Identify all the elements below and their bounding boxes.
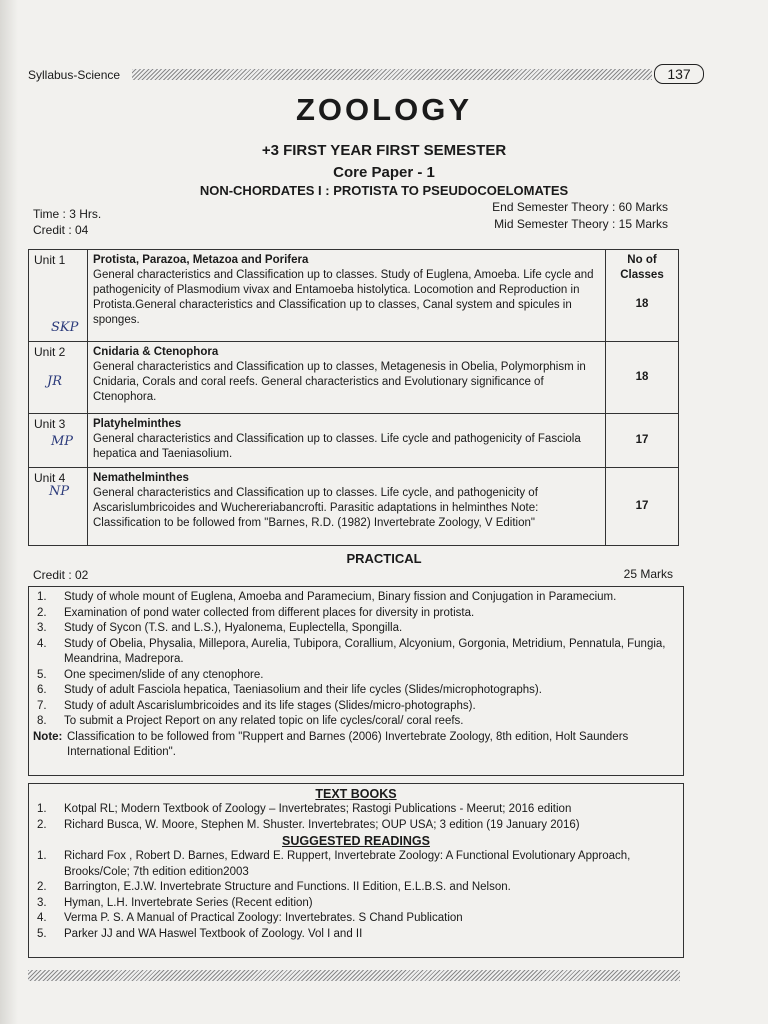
suggested-readings-heading: SUGGESTED READINGS bbox=[282, 834, 430, 848]
table-row bbox=[29, 250, 679, 342]
unit-content-cell bbox=[88, 342, 606, 414]
list-item bbox=[33, 683, 679, 699]
note-item bbox=[33, 730, 679, 761]
item-number: 3. bbox=[37, 622, 47, 634]
item-text: Kotpal RL; Modern Textbook of Zoology – Invertebrates; Rastogi Publications - Meerut; 2016 edition bbox=[64, 803, 572, 815]
list-item bbox=[33, 896, 679, 912]
unit-content-cell bbox=[88, 414, 606, 468]
item-number: 2. bbox=[37, 818, 47, 831]
item-text: Study of whole mount of Euglena, Amoeba and Paramecium, Binary fission and Conjugation in Paramecium. bbox=[64, 591, 617, 603]
item-number: 6. bbox=[37, 684, 47, 696]
item-number: 1. bbox=[37, 803, 47, 815]
list-item bbox=[33, 714, 679, 730]
item-number: 5. bbox=[37, 927, 47, 940]
unit-label: Unit 1 bbox=[34, 253, 66, 267]
item-text: Hyman, L.H. Invertebrate Series (Recent edition) bbox=[64, 896, 313, 909]
item-number: 3. bbox=[37, 896, 47, 909]
units-table bbox=[28, 249, 679, 546]
unit-content-cell bbox=[88, 468, 606, 546]
table-row bbox=[29, 414, 679, 468]
table-row bbox=[29, 468, 679, 546]
unit-body: General characteristics and Classification up to classes. Life cycle and pathogenicity of Fasciola hepatica and Taeniasolium. bbox=[93, 433, 581, 460]
time-label: Time : 3 Hrs. bbox=[33, 207, 102, 221]
list-item bbox=[33, 668, 679, 684]
item-text: Richard Busca, W. Moore, Stephen M. Shuster. Invertebrates; OUP USA; 3 edition (19 January 2016) bbox=[64, 818, 580, 831]
item-number: 2. bbox=[37, 881, 47, 893]
credit-label: Credit : 04 bbox=[33, 223, 89, 237]
practical-heading: PRACTICAL bbox=[346, 551, 422, 566]
list-item bbox=[33, 637, 679, 668]
unit-label-cell bbox=[29, 468, 88, 546]
item-text: Richard Fox , Robert D. Barnes, Edward E. Ruppert, Invertebrate Zoology: A Functional Evolutionary Approach, Brooks/Cole; 7th edition edition2003 bbox=[64, 850, 631, 878]
list-item bbox=[33, 621, 679, 637]
classes-cell bbox=[606, 250, 679, 342]
mid-semester-marks: Mid Semester Theory : 15 Marks bbox=[494, 217, 668, 231]
paper-title: NON-CHORDATES I : PROTISTA TO PSEUDOCOELOMATES bbox=[199, 183, 569, 198]
item-text: Classification to be followed from "Ruppert and Barnes (2006) Invertebrate Zoology, 8th edition, Holt Saunders International Edition". bbox=[67, 730, 629, 758]
unit-body: General characteristics and Classification up to classes. Study of Euglena, Amoeba. Life cycle and pathogenicity of Plasmodium vivax and Entamoeba histolytica. Locomotion and Reproduction in Protista.General characteristics and Classification up to classes, Canal system and spicules in sponges. bbox=[93, 269, 594, 326]
item-number: 4. bbox=[37, 637, 47, 650]
semester-heading: +3 FIRST YEAR FIRST SEMESTER bbox=[261, 142, 507, 159]
item-number: 4. bbox=[37, 912, 47, 924]
note-label: Note: bbox=[33, 730, 63, 743]
books-section bbox=[28, 783, 684, 958]
item-text: Study of Obelia, Physalia, Millepora, Aurelia, Tubipora, Corallium, Alcyonium, Gorgonia, Metridium, Pennatula, Fungia, Meandrina, Madrepora. bbox=[64, 637, 666, 665]
handwritten-initials: SKP bbox=[51, 320, 79, 335]
core-paper-heading: Core Paper - 1 bbox=[333, 164, 435, 181]
list-item bbox=[33, 699, 679, 715]
item-text: Verma P. S. A Manual of Practical Zoology: Invertebrates. S Chand Publication bbox=[64, 912, 463, 924]
item-number: 8. bbox=[37, 715, 47, 727]
item-text: Study of Sycon (T.S. and L.S.), Hyalonema, Euplectella, Spongilla. bbox=[64, 622, 403, 634]
unit-label-cell bbox=[29, 342, 88, 414]
table-row bbox=[29, 342, 679, 414]
handwritten-initials: JR bbox=[47, 374, 62, 389]
page-title: ZOOLOGY bbox=[296, 92, 472, 127]
unit-classes: 17 bbox=[606, 468, 679, 546]
item-text: To submit a Project Report on any related topic on life cycles/coral/ coral reefs. bbox=[64, 715, 464, 727]
no-of-classes-header: No of Classes bbox=[620, 254, 664, 281]
unit-label: Unit 3 bbox=[34, 417, 66, 431]
item-number: 7. bbox=[37, 699, 47, 712]
unit-label-cell bbox=[29, 250, 88, 342]
unit-title: Protista, Parazoa, Metazoa and Porifera bbox=[93, 254, 309, 266]
unit-title: Platyhelminthes bbox=[93, 418, 182, 430]
handwritten-initials: MP bbox=[51, 434, 74, 449]
unit-classes: 18 bbox=[635, 298, 649, 310]
unit-title: Nemathelminthes bbox=[93, 472, 189, 484]
item-number: 5. bbox=[37, 668, 47, 681]
practical-credit: Credit : 02 bbox=[33, 568, 89, 582]
unit-label: Unit 4 bbox=[34, 471, 66, 485]
list-item bbox=[33, 880, 679, 896]
practical-list bbox=[28, 586, 684, 776]
page-number: 137 bbox=[654, 64, 704, 84]
page-header bbox=[28, 64, 691, 84]
header-hatch-band bbox=[132, 69, 652, 80]
unit-body: General characteristics and Classification up to classes. Life cycle, and pathogenicity of Ascarislumbricoides and Wuchereriabancrofti. Parasitic adaptations in helminthes Note: Classification to be followed from "Barnes, R.D. (1982) Invertebrate Zoology, V Edition" bbox=[93, 487, 539, 529]
unit-classes: 17 bbox=[606, 414, 679, 468]
item-text: Study of adult Fasciola hepatica, Taeniasolium and their life cycles (Slides/microphotographs). bbox=[64, 684, 542, 696]
practical-marks: 25 Marks bbox=[623, 567, 673, 581]
list-item bbox=[33, 911, 679, 927]
handwritten-initials: NP bbox=[49, 484, 70, 499]
unit-classes: 18 bbox=[606, 342, 679, 414]
list-item bbox=[33, 590, 679, 606]
list-item bbox=[33, 802, 679, 818]
list-item bbox=[33, 606, 679, 622]
item-text: Study of adult Ascarislumbricoides and its life stages (Slides/micro-photographs). bbox=[64, 699, 476, 712]
end-semester-marks: End Semester Theory : 60 Marks bbox=[492, 200, 668, 214]
item-text: One specimen/slide of any ctenophore. bbox=[64, 668, 264, 681]
header-label: Syllabus-Science bbox=[28, 68, 121, 82]
item-text: Barrington, E.J.W. Invertebrate Structure and Functions. II Edition, E.L.B.S. and Nelson. bbox=[64, 881, 511, 893]
item-text: Examination of pond water collected from different places for diversity in protista. bbox=[64, 606, 475, 619]
unit-content-cell bbox=[88, 250, 606, 342]
list-item bbox=[33, 849, 679, 880]
footer-hatch-band bbox=[28, 970, 680, 981]
list-item bbox=[33, 818, 679, 834]
list-item bbox=[33, 927, 679, 943]
item-number: 2. bbox=[37, 606, 47, 619]
item-text: Parker JJ and WA Haswel Textbook of Zoology. Vol I and II bbox=[64, 927, 363, 940]
text-books-heading: TEXT BOOKS bbox=[315, 787, 397, 801]
unit-label: Unit 2 bbox=[34, 345, 66, 359]
unit-body: General characteristics and Classification up to classes, Metagenesis in Obelia, Polymorphism in Cnidaria, Corals and coral reefs. General characteristics and Evolutionary significance of Ctenophora. bbox=[93, 361, 586, 403]
unit-title: Cnidaria & Ctenophora bbox=[93, 346, 219, 358]
item-number: 1. bbox=[37, 850, 47, 862]
item-number: 1. bbox=[37, 591, 47, 603]
unit-label-cell bbox=[29, 414, 88, 468]
